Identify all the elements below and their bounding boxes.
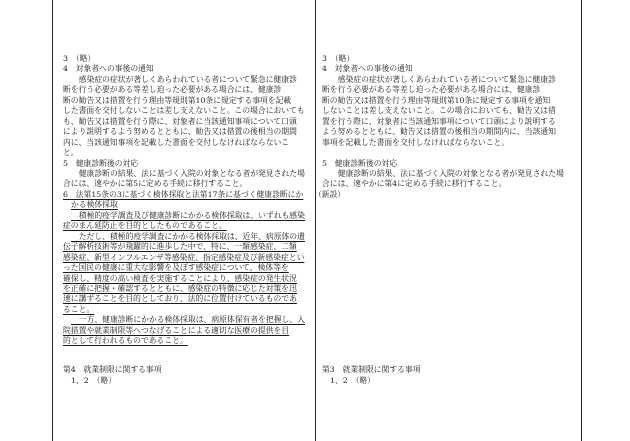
right-text-line: 健康診断の結果、法に基づく入院の対象となる者が発見された場 — [330, 168, 564, 178]
left-text-line: 断を行う必要がある等差し迫った必要がある場合には、健康診 — [63, 85, 282, 95]
right-text-line: 事項を記載した書面を交付しなければならないこと。 — [322, 137, 510, 147]
left-text-line: 院措置や就業制限等へつなげることによる適切な医療の提供を目 — [63, 325, 290, 335]
right-text-line: 感染症の症状が著しくあらわれている者について緊急に健康診 — [330, 74, 556, 84]
left-section-block — [63, 364, 162, 386]
left-text-line: ること。 — [63, 304, 95, 314]
revised-text-column — [63, 54, 306, 347]
left-section-subitems: 1、2 （略） — [71, 376, 117, 385]
right-text-line: 置を行う際に、対象者に当該通知事項について口頭により説明する — [322, 116, 556, 126]
left-text-line: 積極的疫学調査及び健康診断にかかる検体採取は、いずれも感染 — [71, 210, 305, 220]
right-section-title: 第3 就業制限に関する事項 — [322, 365, 421, 374]
left-text-line: った国民の健康に重大な影響を及ぼす感染症について、検体等を — [63, 263, 289, 273]
right-text-line: しないことは差し支えないこと。この場合においても、勧告又は措 — [322, 106, 556, 116]
left-text-line: 健康診断の結果、法に基づく入院の対象となる者が発見された場 — [71, 168, 305, 178]
left-text-line: により説明するよう努めるとともに、勧告又は措置の後相当の期間 — [63, 127, 297, 137]
current-text-column — [314, 54, 572, 200]
left-text-line: 3 （略） — [63, 54, 96, 63]
left-text-line: 内に、当該通知事項を記載した書面を交付しなければならないこ — [63, 137, 290, 147]
left-text-line: ただし、積極的疫学調査にかかる検体採取は、近年、病原体の遺 — [71, 231, 305, 241]
left-text-line: した書面を交付しないことは差し支えないこと。この場合においても — [63, 106, 305, 116]
left-text-line: 感染症、新型インフルエンザ等感染症、指定感染症及び新感染症とい — [63, 252, 305, 262]
left-section-title: 第4 就業制限に関する事項 — [63, 365, 162, 374]
left-text-line: 断の勧告又は措置を行う理由等規則第10条に規定する事項を記載 — [63, 95, 292, 105]
left-text-line: 感染症の症状が著しくあらわれている者について緊急に健康診 — [71, 74, 297, 84]
right-section-subitems: 1、2 （略） — [330, 376, 376, 385]
left-text-line: 的として行われるものであること。 — [63, 336, 188, 346]
right-section-block — [322, 364, 421, 386]
right-text-line — [322, 148, 572, 158]
left-text-line: 速に講ずることを目的としており、法的に位置付けているものであ — [63, 294, 297, 304]
right-text-line: 3 （略） — [322, 54, 355, 63]
left-text-line: 一方、健康診断にかかる検体採取は、病原体保有者を把握し、入 — [71, 315, 305, 325]
column-divider-line — [315, 0, 316, 441]
left-text-line: 4 対象者への事後の通知 — [63, 64, 154, 74]
right-text-line: 断を行う必要がある等差し迫った必要がある場合には、健康診 — [322, 85, 541, 95]
right-text-line: 5 健康診断後の対応 — [322, 158, 398, 168]
left-text-line: 確保し、精度の高い検査を実施することにより、感染症の発生状況 — [63, 273, 297, 283]
left-text-line: も、勧告又は措置を行う際に、対象者に当該通知事項について口頭 — [63, 116, 297, 126]
left-text-line: かる検体採取 — [71, 200, 118, 210]
left-text-line: 5 健康診断後の対応 — [63, 158, 139, 168]
right-text-line: （新設） — [314, 189, 346, 199]
left-text-line: 症のまん延防止を目的としたものであること。 — [63, 221, 227, 231]
left-text-line: 合には、速やかに第5に定める手続に移行すること。 — [63, 179, 248, 189]
left-text-line: と。 — [63, 148, 79, 158]
left-text-line: 6 法第15条の3に基づく検体採取と法第17条に基づく健康診断にか — [63, 189, 304, 199]
left-text-line: を正確に把握・確認するとともに、感染症の特徴に応じた対策を迅 — [63, 283, 297, 293]
right-text-line: 断の勧告又は措置を行う理由等規則第10条に規定する事項を通知 — [322, 95, 551, 105]
right-text-line: 4 対象者への事後の通知 — [322, 64, 413, 74]
right-text-line: よう努めるとともに、勧告又は措置の後相当の期間内に、当該通知 — [322, 127, 556, 137]
right-border-line — [581, 0, 582, 441]
right-text-line: 合には、速やかに第4に定める手続に移行すること。 — [322, 179, 507, 189]
left-text-line: 伝子解析技術等が飛躍的に進歩した中で、特に、一類感染症、二類 — [63, 242, 297, 252]
left-border-line — [52, 0, 53, 441]
